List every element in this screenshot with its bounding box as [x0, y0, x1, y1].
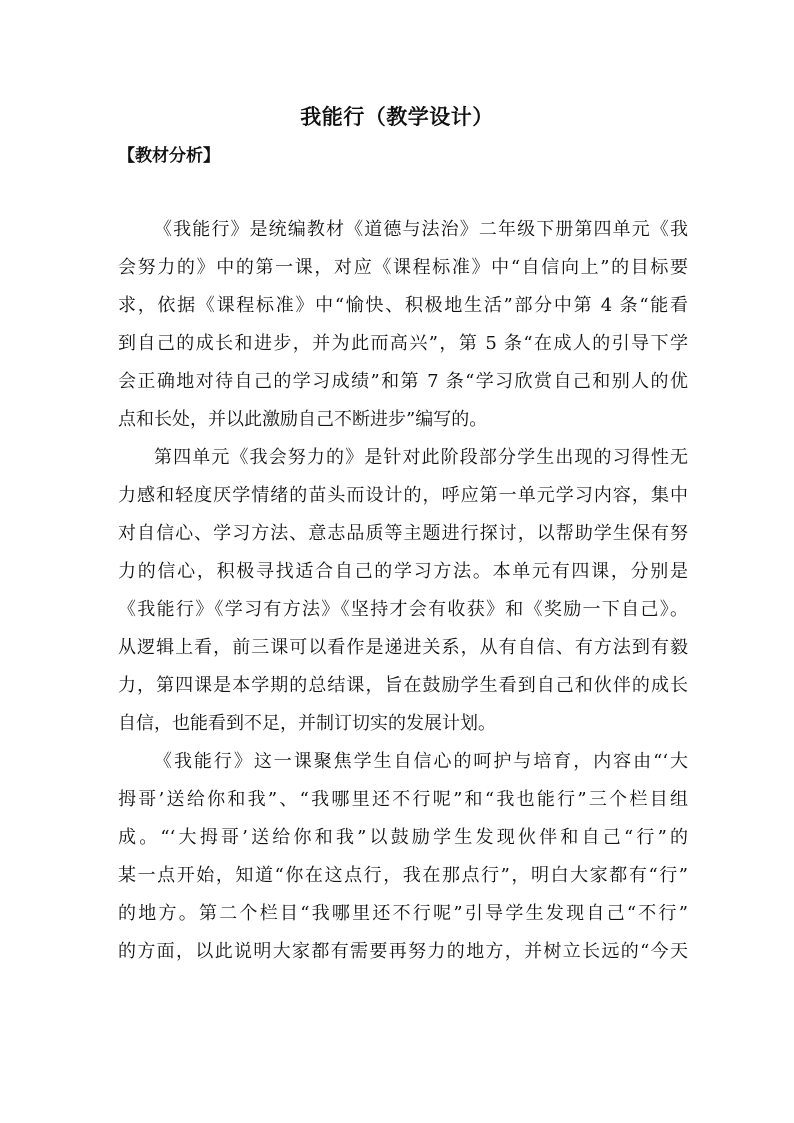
text-line: 点和长处，并以此激励自己不断进步”编写的。 — [118, 409, 488, 430]
body-text — [118, 211, 688, 971]
text-line: 从逻辑上看，前三课可以看作是递进关系，从有自信、有方法到有毅 — [118, 637, 688, 658]
text-line: 力感和轻度厌学情绪的苗头而设计的，呼应第一单元学习内容，集中 — [118, 485, 688, 506]
text-line: 力的信心，积极寻找适合自己的学习方法。本单元有四课，分别是 — [118, 561, 688, 582]
text-line: 《我能行》《学习有方法》《坚持才会有收获》和《奖励一下自己》。 — [118, 599, 688, 620]
text-line: 对自信心、学习方法、意志品质等主题进行探讨，以帮助学生保有努 — [118, 523, 688, 544]
text-line: 某一点开始，知道“你在这点行，我在那点行”，明白大家都有“行” — [118, 865, 688, 886]
text-line: 会正确地对待自己的学习成绩”和第 7 条“学习欣赏自己和别人的优 — [118, 371, 688, 392]
text-line: 会努力的》中的第一课，对应《课程标准》中“自信向上”的目标要 — [118, 257, 688, 278]
text-line: 成。“‘大拇哥’送给你和我”以鼓励学生发现伙伴和自己“行”的 — [118, 827, 688, 848]
section-heading-textbook-analysis: 【教材分析】 — [118, 146, 220, 166]
text-line: 《我能行》这一课聚焦学生自信心的呵护与培育，内容由“‘大 — [154, 751, 688, 772]
text-line: 自信，也能看到不足，并制订切实的发展计划。 — [118, 713, 496, 734]
text-line: 到自己的成长和进步，并为此而高兴”，第 5 条“在成人的引导下学 — [118, 333, 688, 354]
text-line: 力，第四课是本学期的总结课，旨在鼓励学生看到自己和伙伴的成长 — [118, 675, 688, 696]
text-line: 《我能行》是统编教材《道德与法治》二年级下册第四单元《我 — [154, 219, 688, 240]
text-line: 拇哥’送给你和我”、“我哪里还不行呢”和“我也能行”三个栏目组 — [118, 789, 688, 810]
text-line: 第四单元《我会努力的》是针对此阶段部分学生出现的习得性无 — [154, 447, 688, 468]
document-title: 我能行（教学设计） — [300, 104, 494, 129]
text-line: 的地方。第二个栏目“我哪里还不行呢”引导学生发现自己“不行” — [118, 903, 688, 924]
text-line: 的方面，以此说明大家都有需要再努力的地方，并树立长远的“今天 — [118, 941, 688, 962]
text-line: 求，依据《课程标准》中“愉快、积极地生活”部分中第 4 条“能看 — [118, 295, 688, 316]
